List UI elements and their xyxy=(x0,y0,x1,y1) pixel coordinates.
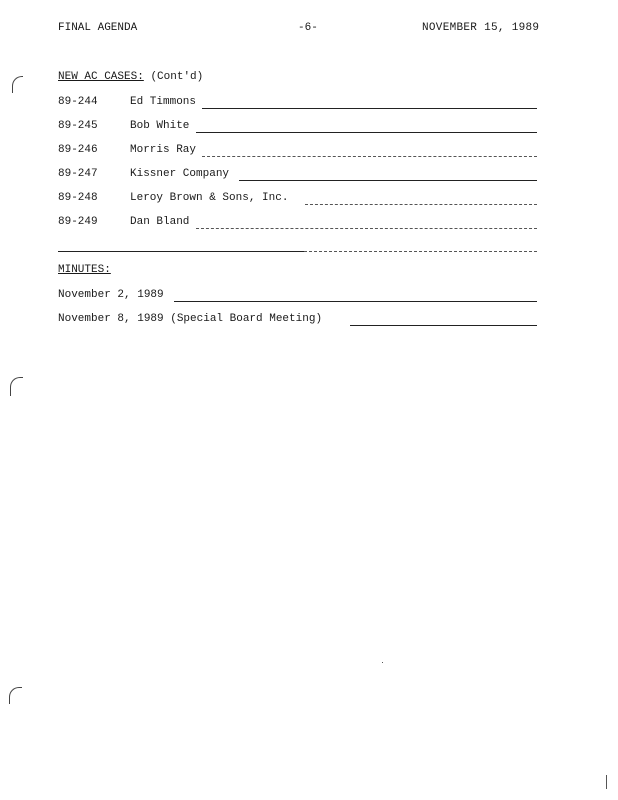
case-name: Leroy Brown & Sons, Inc. xyxy=(130,192,289,204)
case-signature-line xyxy=(305,204,537,205)
case-name: Dan Bland xyxy=(130,216,190,228)
case-name: Morris Ray xyxy=(130,144,197,156)
margin-mark-top xyxy=(12,76,23,93)
case-row xyxy=(58,192,537,206)
case-name: Kissner Company xyxy=(130,168,230,180)
minutes-signature-line xyxy=(174,301,537,302)
document-date: NOVEMBER 15, 1989 xyxy=(422,22,540,34)
section-separator-line-faded xyxy=(304,251,537,252)
case-signature-line xyxy=(239,180,537,181)
case-name: Bob White xyxy=(130,120,190,132)
case-name: Ed Timmons xyxy=(130,96,197,108)
case-signature-line xyxy=(196,132,537,133)
case-row xyxy=(58,168,537,182)
case-row xyxy=(58,216,537,230)
case-number: 89-247 xyxy=(58,168,98,180)
speck-mark-right xyxy=(606,775,607,789)
minutes-label: November 8, 1989 (Special Board Meeting) xyxy=(58,313,323,325)
case-number: 89-249 xyxy=(58,216,98,228)
section-separator-line xyxy=(58,251,304,252)
case-row xyxy=(58,96,537,110)
case-row xyxy=(58,144,537,158)
cases-section-suffix: (Cont'd) xyxy=(150,71,204,83)
margin-mark-middle xyxy=(10,377,23,396)
case-signature-line xyxy=(202,108,537,109)
case-number: 89-244 xyxy=(58,96,98,108)
cases-section-title: NEW AC CASES: xyxy=(58,71,144,83)
case-number: 89-248 xyxy=(58,192,98,204)
case-signature-line xyxy=(196,228,537,229)
minutes-row xyxy=(58,289,537,303)
minutes-section-title: MINUTES: xyxy=(58,264,111,276)
speck-mark xyxy=(382,662,383,663)
page-number: -6- xyxy=(298,22,318,34)
minutes-signature-line xyxy=(350,325,537,326)
case-row xyxy=(58,120,537,134)
margin-mark-bottom xyxy=(9,687,22,704)
cases-section-heading xyxy=(58,71,203,84)
minutes-label: November 2, 1989 xyxy=(58,289,164,301)
document-title: FINAL AGENDA xyxy=(58,22,138,34)
case-number: 89-246 xyxy=(58,144,98,156)
minutes-row xyxy=(58,313,537,327)
case-signature-line xyxy=(202,156,537,157)
case-number: 89-245 xyxy=(58,120,98,132)
